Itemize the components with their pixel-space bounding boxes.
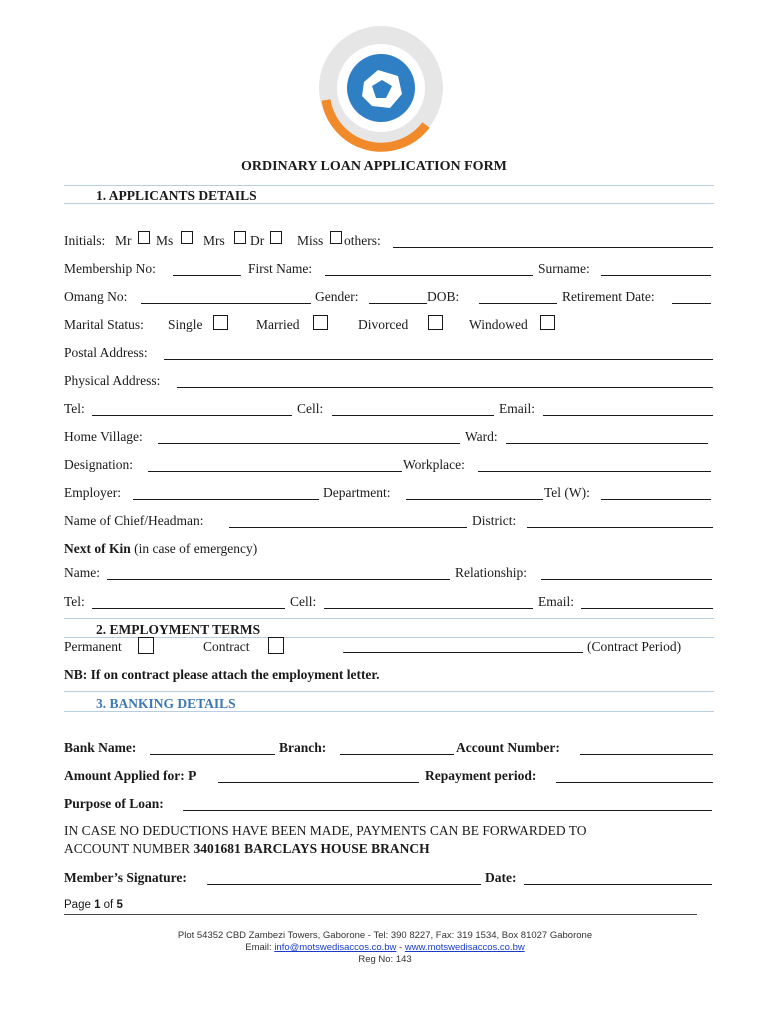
home-village-field[interactable]	[158, 443, 460, 444]
dob-label: DOB:	[427, 289, 460, 304]
next-of-kin-note: (in case of emergency)	[130, 541, 258, 556]
employer-label: Employer:	[64, 485, 121, 500]
bank-name-label: Bank Name:	[64, 740, 137, 755]
district-label: District:	[472, 513, 517, 528]
payment-notice-line1: IN CASE NO DEDUCTIONS HAVE BEEN MADE, PAYMENTS CAN BE FORWARDED TO	[64, 823, 587, 838]
page-prefix: Page	[64, 899, 95, 911]
society-logo	[306, 20, 456, 160]
page-total: 5	[116, 899, 123, 911]
form-title: ORDINARY LOAN APPLICATION FORM	[241, 159, 507, 174]
omang-no-label: Omang No:	[64, 289, 128, 304]
nok-email-field[interactable]	[581, 608, 713, 609]
relationship-label: Relationship:	[455, 565, 527, 580]
bank-name-field[interactable]	[150, 754, 275, 755]
purpose-of-loan-label: Purpose of Loan:	[64, 796, 164, 811]
section-rule	[64, 711, 714, 712]
first-name-field[interactable]	[325, 275, 533, 276]
others-label: others:	[344, 233, 381, 248]
omang-no-field[interactable]	[141, 303, 311, 304]
department-field[interactable]	[406, 499, 543, 500]
mr-checkbox[interactable]	[138, 231, 150, 244]
cell-field[interactable]	[332, 415, 494, 416]
section-rule	[64, 691, 714, 692]
footer-separator: -	[396, 942, 405, 953]
amount-applied-label: Amount Applied for: P	[64, 768, 197, 783]
contract-period-label: (Contract Period)	[587, 639, 682, 654]
account-number-field[interactable]	[580, 754, 713, 755]
membership-no-label: Membership No:	[64, 261, 156, 276]
nok-name-field[interactable]	[107, 579, 450, 580]
gender-field[interactable]	[369, 303, 427, 304]
repayment-period-field[interactable]	[556, 782, 713, 783]
postal-address-field[interactable]	[164, 359, 713, 360]
dob-field[interactable]	[479, 303, 557, 304]
amount-applied-field[interactable]	[218, 782, 419, 783]
retirement-date-label: Retirement Date:	[562, 289, 655, 304]
member-signature-label: Member’s Signature:	[64, 870, 187, 885]
physical-address-field[interactable]	[177, 387, 713, 388]
widowed-label: Windowed	[469, 317, 528, 332]
notice-account-number: 3401681 BARCLAYS HOUSE BRANCH	[193, 841, 430, 856]
chief-headman-field[interactable]	[229, 527, 467, 528]
physical-address-label: Physical Address:	[64, 373, 161, 388]
ward-field[interactable]	[506, 443, 708, 444]
employer-field[interactable]	[133, 499, 319, 500]
footer-website-link[interactable]: www.motswedisaccos.co.bw	[404, 942, 525, 953]
footer-email-label: Email:	[245, 942, 275, 953]
relationship-field[interactable]	[541, 579, 712, 580]
nb-note: NB: If on contract please attach the employment letter.	[64, 667, 380, 682]
repayment-period-label: Repayment period:	[425, 768, 537, 783]
page-number	[64, 899, 123, 911]
mrs-label: Mrs	[203, 233, 225, 248]
section-heading-employment: 2. EMPLOYMENT TERMS	[96, 622, 261, 637]
department-label: Department:	[323, 485, 391, 500]
others-field[interactable]	[393, 247, 713, 248]
section-rule	[64, 185, 714, 186]
purpose-of-loan-field[interactable]	[183, 810, 712, 811]
contract-period-field[interactable]	[343, 652, 583, 653]
surname-field[interactable]	[601, 275, 711, 276]
permanent-label: Permanent	[64, 639, 122, 654]
membership-no-field[interactable]	[173, 275, 241, 276]
district-field[interactable]	[527, 527, 713, 528]
mrs-checkbox[interactable]	[234, 231, 246, 244]
account-number-label: Account Number:	[456, 740, 560, 755]
branch-label: Branch:	[279, 740, 327, 755]
nok-tel-label: Tel:	[64, 594, 85, 609]
miss-label: Miss	[297, 233, 324, 248]
footer-reg-no: Reg No: 143	[358, 954, 412, 965]
branch-field[interactable]	[340, 754, 454, 755]
payment-notice-line2	[64, 842, 430, 856]
gender-label: Gender:	[315, 289, 359, 304]
tel-w-field[interactable]	[601, 499, 711, 500]
tel-w-label: Tel (W):	[544, 485, 590, 500]
ms-checkbox[interactable]	[181, 231, 193, 244]
section-rule	[64, 203, 714, 204]
dr-checkbox[interactable]	[270, 231, 282, 244]
surname-label: Surname:	[538, 261, 590, 276]
contract-checkbox[interactable]	[268, 637, 284, 654]
home-village-label: Home Village:	[64, 429, 143, 444]
initials-label: Initials:	[64, 233, 106, 248]
cell-label: Cell:	[297, 401, 324, 416]
permanent-checkbox[interactable]	[138, 637, 154, 654]
member-signature-field[interactable]	[207, 884, 481, 885]
mr-label: Mr	[115, 233, 132, 248]
married-label: Married	[256, 317, 300, 332]
chief-headman-label: Name of Chief/Headman:	[64, 513, 204, 528]
page-current: 1	[94, 899, 101, 911]
workplace-field[interactable]	[478, 471, 711, 472]
section-heading-applicants: 1. APPLICANTS DETAILS	[96, 188, 257, 203]
marital-status-label: Marital Status:	[64, 317, 144, 332]
tel-label: Tel:	[64, 401, 85, 416]
dr-label: Dr	[250, 233, 265, 248]
footer-address: Plot 54352 CBD Zambezi Towers, Gaborone - Tel: 390 8227, Fax: 319 1534, Box 81027 Gaborone	[177, 930, 593, 941]
married-checkbox[interactable]	[313, 315, 328, 330]
next-of-kin-label: Next of Kin	[64, 541, 131, 556]
section-heading-banking: 3. BANKING DETAILS	[96, 696, 236, 711]
single-checkbox[interactable]	[213, 315, 228, 330]
email-field[interactable]	[543, 415, 713, 416]
divorced-checkbox[interactable]	[428, 315, 443, 330]
workplace-label: Workplace:	[403, 457, 465, 472]
page-of: of	[100, 899, 117, 911]
widowed-checkbox[interactable]	[540, 315, 555, 330]
footer-rule	[64, 914, 697, 915]
section-rule	[64, 618, 714, 619]
nok-cell-label: Cell:	[290, 594, 317, 609]
section-rule	[64, 637, 714, 638]
ms-label: Ms	[156, 233, 174, 248]
date-field[interactable]	[524, 884, 712, 885]
postal-address-label: Postal Address:	[64, 345, 148, 360]
nok-tel-field[interactable]	[92, 608, 285, 609]
first-name-label: First Name:	[248, 261, 313, 276]
divorced-label: Divorced	[358, 317, 409, 332]
nok-name-label: Name:	[64, 565, 100, 580]
retirement-date-field[interactable]	[672, 303, 711, 304]
single-label: Single	[168, 317, 203, 332]
nok-cell-field[interactable]	[324, 608, 533, 609]
miss-checkbox[interactable]	[330, 231, 342, 244]
tel-field[interactable]	[92, 415, 292, 416]
designation-label: Designation:	[64, 457, 133, 472]
email-label: Email:	[499, 401, 535, 416]
contract-label: Contract	[203, 639, 250, 654]
nok-email-label: Email:	[538, 594, 574, 609]
footer-contacts	[0, 942, 770, 953]
notice-account-label: ACCOUNT NUMBER	[64, 841, 194, 856]
footer-email-link[interactable]: info@motswedisaccos.co.bw	[274, 942, 397, 953]
ward-label: Ward:	[465, 429, 498, 444]
designation-field[interactable]	[148, 471, 402, 472]
date-label: Date:	[485, 870, 517, 885]
next-of-kin-heading	[64, 542, 257, 556]
